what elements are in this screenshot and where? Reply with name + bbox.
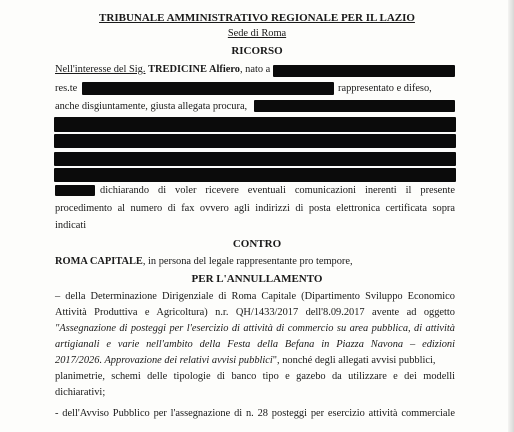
redaction-lawyers-1 [254, 100, 455, 112]
interest-prefix: Nell'interesse del Sig. [55, 64, 146, 75]
resident-label: res.te [55, 83, 78, 94]
represented-text: rappresentato e difeso, [338, 83, 432, 94]
redaction-birthplace [273, 65, 455, 77]
redaction-lawyers-5 [54, 168, 456, 182]
redaction-lawyers-4 [54, 152, 456, 166]
against-party-rest: , in persona del legale rappresentante pro tempore, [142, 256, 353, 267]
court-title-text: TRIBUNALE AMMINISTRATIVO REGIONALE PER IL LAZIO [99, 12, 415, 24]
redaction-residence [82, 82, 334, 95]
annulment-item1-italic2: artigianali e varie nell'ambito della Festa della Befana in Piazza Navona – edizioni [55, 339, 455, 350]
jointly-text: anche disgiuntamente, giusta allegata procura, [55, 101, 248, 112]
redaction-domicile [55, 185, 95, 196]
annulment-item1-line1: – della Determinazione Dirigenziale di Roma Capitale (Dipartimento Sviluppo Economico [55, 291, 455, 302]
annulment-item1-after: ", nonché degli allegati avvisi pubblici, [272, 355, 436, 366]
annulment-item1-line2: Attività Produttiva e Agricoltura) n.r. QH/1433/2017 dell'8.09.2017 avente ad oggetto [55, 307, 455, 318]
document-type-heading: RICORSO [231, 45, 283, 57]
annulment-item1-line5 [55, 355, 435, 367]
annulment-heading: PER L'ANNULLAMENTO [191, 273, 323, 285]
annulment-item1-italic-last: 2017/2026. Approvazione dei relativi avvisi pubblici [55, 355, 273, 366]
born-at-text: , nato a [239, 64, 271, 75]
redaction-lawyers-3 [54, 134, 456, 148]
court-seat-text: Sede di Roma [227, 28, 287, 39]
against-party: ROMA CAPITALE [55, 256, 143, 267]
annulment-item1-tail2: dichiarativi; [55, 387, 106, 398]
declaring-text: dichiarando di voler ricevere eventuali comunicazioni inerenti il presente [100, 185, 455, 196]
procedure-text: procedimento al numero di fax ovvero agli indirizzi di posta elettronica certificata sopra [55, 203, 455, 214]
client-name: TREDICINE Alfiero [148, 64, 240, 75]
indicated-text: indicati [55, 220, 87, 231]
page-edge-shadow [508, 0, 514, 432]
against-party-line [55, 256, 353, 268]
redaction-lawyers-2 [54, 117, 456, 132]
annulment-item2: - dell'Avviso Pubblico per l'assegnazione di n. 28 posteggi per esercizio attività commerciale [55, 408, 455, 419]
annulment-item1-tail1: planimetrie, schemi delle tipologie di banco tipo e gazebo da utilizzare e dei modelli [55, 371, 455, 382]
annulment-item1-italic1: "Assegnazione di posteggi per l'esercizio di attività di commercio su area pubblica, di attività [55, 323, 455, 334]
interest-line [55, 64, 270, 76]
court-title [0, 12, 514, 24]
against-heading: CONTRO [232, 238, 282, 250]
court-seat [0, 28, 514, 39]
